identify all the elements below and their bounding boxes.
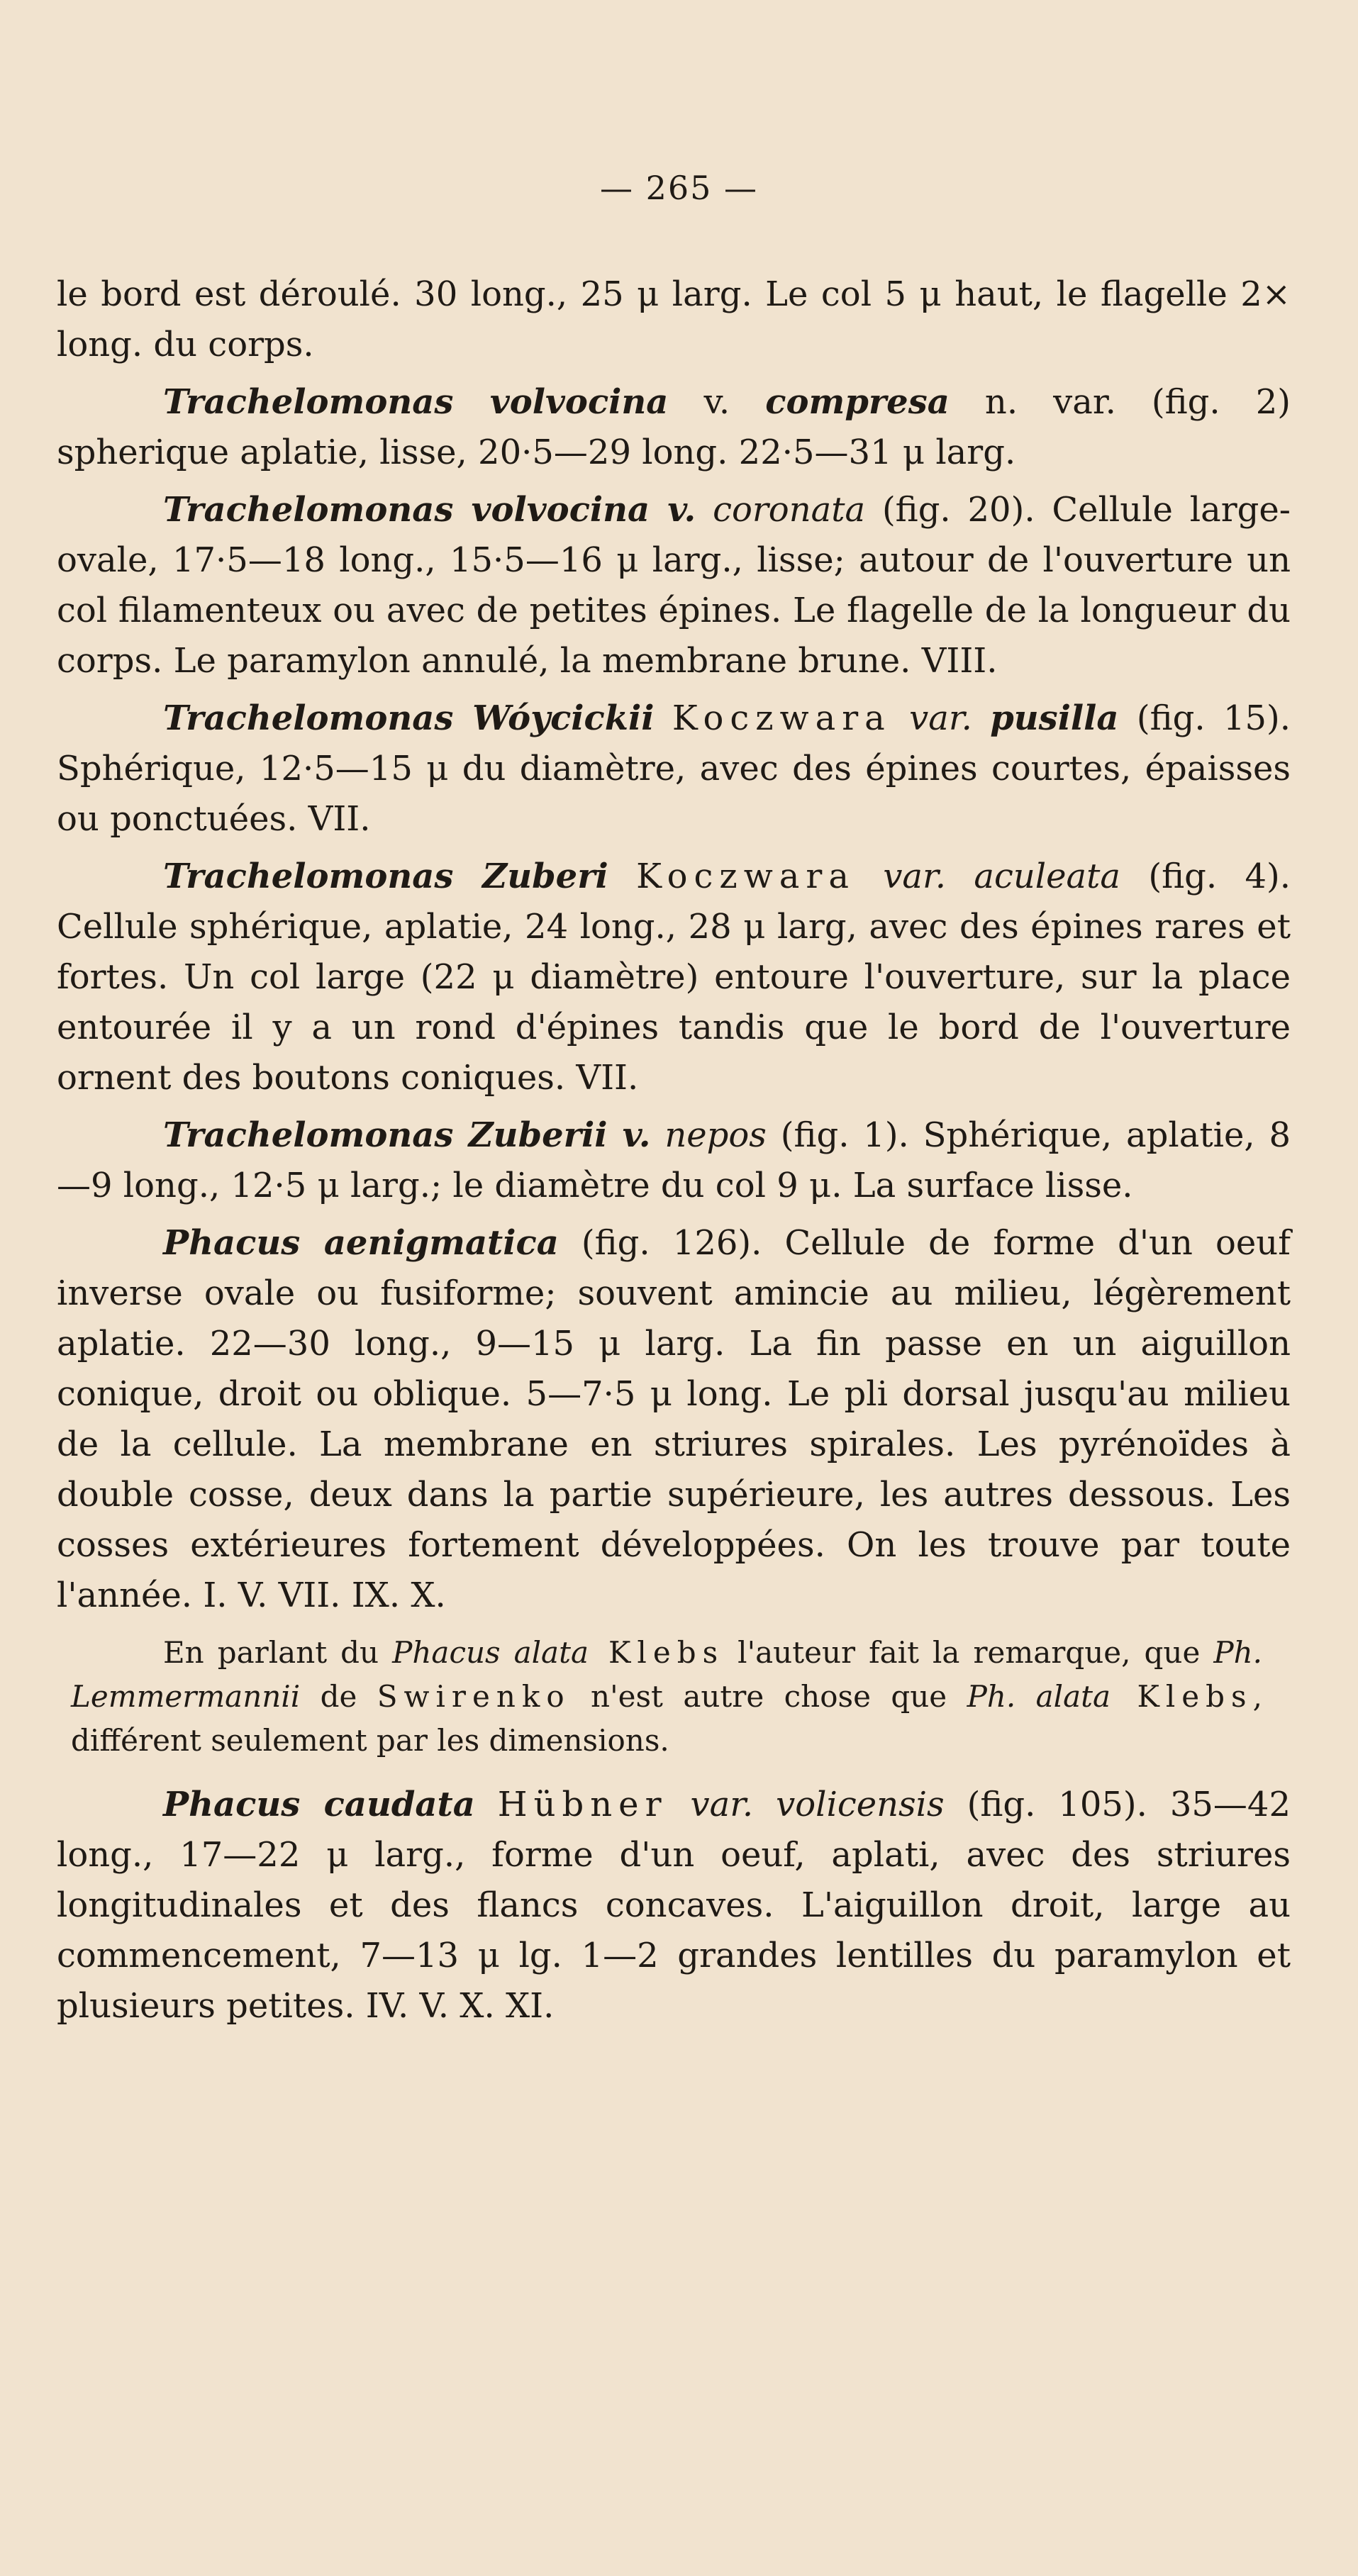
note-author: Klebs — [1111, 1679, 1253, 1714]
note-text: , différent seulement par les dimensions. — [71, 1679, 1262, 1758]
variety-name: compresa — [765, 382, 950, 422]
variety-name: coronata — [713, 490, 866, 530]
note-author: Klebs — [589, 1635, 725, 1670]
species-description: (fig. 105). 35—42 long., 17—22 μ larg., forme d'un oeuf, aplati, avec des striures longitudinales et des flancs concaves. L'aiguillon droit, large au commencement, 7—13 μ lg. 1—2 grandes lentilles du paramylon et plusieurs petites. IV. V. X. XI. — [57, 1785, 1291, 2026]
species-description: (fig. 126). Cellule de forme d'un oeuf inverse ovale ou fusiforme; souvent amincie au milieu, légèrement aplatie. 22—30 long., 9—15 μ larg. La fin passe en un aiguillon conique, droit ou oblique. 5—7·5 μ long. Le pli dorsal jusqu'au milieu de la cellule. La membrane en striures spirales. Les pyrénoïdes à double cosse, deux dans la partie supérieure, les autres dessous. Les cosses extérieures fortement développées. On les trouve par toute l'année. I. V. VII. IX. X. — [57, 1223, 1291, 1615]
species-description: (fig. 20). Cellule large-ovale, 17·5—18 long., 15·5—16 μ larg., lisse; autour de l'ouverture un col filamenteux ou avec de petites épines. Le flagelle de la longueur du corps. Le paramylon annulé, la membrane brune. VIII. — [57, 490, 1291, 681]
species-name: Trachelomonas volvocina v. — [163, 490, 696, 530]
species-description: (fig. 15). Sphérique, 12·5—15 μ du diamètre, avec des épines courtes, épaisses ou ponctuées. VII. — [57, 698, 1291, 839]
species-name: Trachelomonas Wóycickii — [163, 698, 655, 738]
variety-label: var. — [690, 1785, 754, 1824]
author-name: Hübner — [497, 1785, 668, 1824]
footnote-remark — [71, 1631, 1262, 1763]
species-name: Phacus caudata — [163, 1785, 475, 1824]
note-text: n'est autre chose que — [570, 1679, 967, 1714]
body-text — [57, 269, 1291, 2039]
species-entry — [57, 1110, 1291, 1211]
variety-name: pusilla — [990, 698, 1119, 738]
species-description: n. var. (fig. 2) spherique aplatie, lisse, 20·5—29 long. 22·5—31 μ larg. — [57, 382, 1291, 472]
species-name: Trachelomonas Zuberi — [163, 857, 608, 896]
species-description: (fig. 1). Sphérique, aplatie, 8—9 long., 12·5 μ larg.; le diamètre du col 9 μ. La surface lisse. — [57, 1115, 1291, 1205]
species-description: (fig. 4). Cellule sphérique, aplatie, 24 long., 28 μ larg, avec des épines rares et fortes. Un col large (22 μ diamètre) entoure l'ouverture, sur la place entourée il y a un rond d'épines tandis que le bord de l'ouverture ornent des boutons coniques. VII. — [57, 857, 1291, 1098]
variety-name: nepos — [664, 1115, 767, 1155]
paragraph-text: le bord est déroulé. 30 long., 25 μ larg. Le col 5 μ haut, le flagelle 2× long. du corps. — [57, 274, 1291, 364]
species-entry — [57, 1780, 1291, 2031]
variety-name: aculeata — [974, 857, 1121, 896]
species-entry — [57, 485, 1291, 686]
variety-name: volicensis — [776, 1785, 945, 1824]
species-entry — [57, 377, 1291, 478]
note-author: Swirenko — [377, 1679, 571, 1714]
paragraph-continuation — [57, 269, 1291, 370]
note-text: l'auteur fait la remarque, que — [724, 1635, 1214, 1670]
variety-marker: v. — [668, 382, 766, 422]
species-entry — [57, 852, 1291, 1103]
note-species: Ph. Lemmermannii — [71, 1635, 1262, 1714]
note-text: En parlant du — [163, 1635, 393, 1670]
note-species: Ph. alata — [967, 1679, 1111, 1714]
author-name: Koczwara — [672, 698, 891, 738]
variety-label: var. — [909, 698, 972, 738]
page-number: — 265 — — [599, 169, 759, 207]
species-name: Trachelomonas volvocina — [163, 382, 669, 422]
species-name: Phacus aenigmatica — [163, 1223, 559, 1263]
note-text: de — [300, 1679, 377, 1714]
species-name: Trachelomonas Zuberii v. — [163, 1115, 651, 1155]
author-name: Koczwara — [636, 857, 855, 896]
species-entry — [57, 1218, 1291, 1621]
species-entry — [57, 693, 1291, 844]
variety-label: var. — [883, 857, 946, 896]
note-species: Phacus alata — [392, 1635, 589, 1670]
